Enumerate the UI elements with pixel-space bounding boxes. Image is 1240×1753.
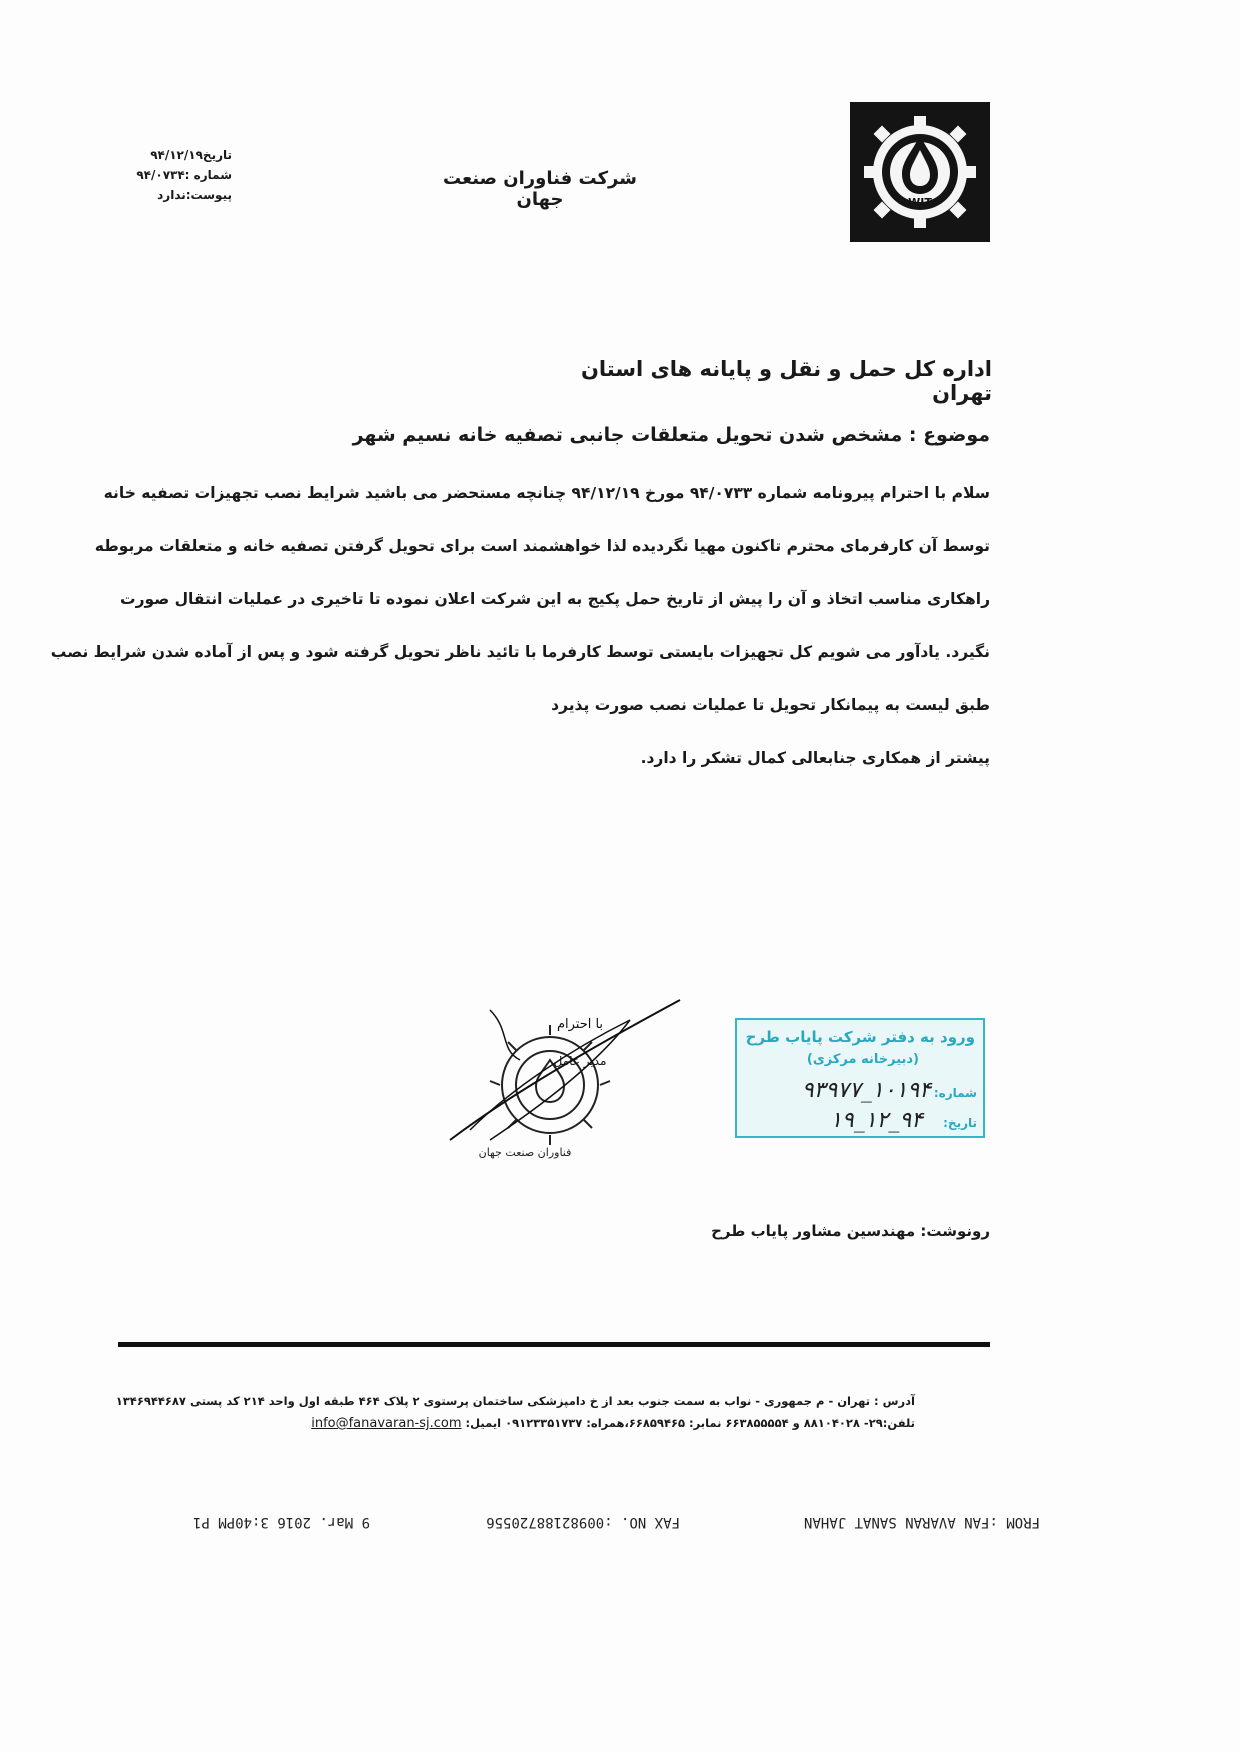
signature-title: مدیر عامل: [553, 1054, 607, 1068]
logo-text: WIT: [908, 196, 932, 209]
body-line: راهکاری مناسب اتخاذ و آن را پیش از تاریخ حمل پکیج به این شرکت اعلان نموده تا تاخیری در عملیات انتقال صورت: [120, 590, 990, 608]
phone-line: تلفن:۲۹- ۸۸۱۰۴۰۲۸ و ۶۶۳۸۵۵۵۵۴ نمابر: ۶۶۸۵۹۴۶۵،همراه: ۰۹۱۲۳۳۵۱۷۳۷ ایمیل:: [465, 1416, 915, 1430]
company-logo: [850, 102, 990, 242]
address-line: آدرس : تهران - م جمهوری - نواب به سمت جنوب بعد از خ دامپزشکی ساختمان پرستوی ۲ پلاک ۴۶۴ طبقه اول واحد ۲۱۴ کد پستی ۱۳۴۶۹۴۴۶۸۷: [115, 1394, 915, 1408]
letter-number: شماره :۹۴/۰۷۳۴: [136, 168, 232, 182]
body-line: طبق لیست به پیمانکار تحویل تا عملیات نصب صورت پذیرد: [551, 696, 990, 714]
footer-address: [115, 1390, 915, 1435]
email-link[interactable]: info@fanavaran-sj.com: [311, 1416, 462, 1431]
subject-line: موضوع : مشخص شدن تحویل متعلقات جانبی تصفیه خانه نسیم شهر: [352, 424, 990, 446]
stamp-subtitle: (دبیرخانه مرکزی): [806, 1052, 919, 1067]
contact-line: [160, 1412, 915, 1435]
recipient: اداره کل حمل و نقل و پایانه های استان تهران: [581, 357, 992, 405]
registration-stamp: [735, 1018, 985, 1138]
stamp-date-value: ۹۴_۱۲_۱۹: [830, 1108, 923, 1133]
letter-date: تاریخ۹۴/۱۲/۱۹: [150, 148, 232, 162]
body-line: توسط آن کارفرمای محترم تاکنون مهیا نگردیده لذا خواهشمند است برای تحویل گرفتن تصفیه خانه و متعلقات مربوطه: [94, 537, 990, 555]
fax-header: [120, 1508, 1040, 1530]
carbon-copy: رونوشت: مهندسین مشاور پایاب طرح: [711, 1222, 990, 1240]
signature-seal: [430, 990, 690, 1170]
stamp-title: ورود به دفتر شرکت پایاب طرح: [745, 1028, 975, 1046]
letter-body: [50, 478, 990, 796]
footer-divider: [118, 1342, 990, 1347]
letter-meta: [120, 145, 232, 205]
company-name: شرکت فناوران صنعت جهان: [443, 168, 637, 210]
body-line: سلام با احترام پیرونامه شماره ۹۴/۰۷۳۳ مورخ ۹۴/۱۲/۱۹ چنانچه مستحضر می باشید شرایط نصب تجهیزات تصفیه خانه: [103, 484, 990, 502]
signature-note: با احترام: [556, 1017, 604, 1032]
stamp-date-label: تاریخ:: [943, 1116, 977, 1130]
fax-datetime: 9 Mar. 2016 3:40PM P1: [192, 1514, 370, 1530]
body-line: نگیرد. یادآور می شویم کل تجهیزات بایستی توسط کارفرما با تائید ناظر تحویل گرفته شود و پس از آماده شدن شرایط نصب: [50, 643, 990, 661]
seal-text: فناوران صنعت جهان: [478, 1146, 572, 1159]
fax-from: FROM :FAN AVARAN SANAT JAHAN: [803, 1514, 1040, 1530]
fax-number: FAX NO. :00982188720556: [486, 1514, 680, 1530]
stamp-number-label: شماره:: [933, 1086, 977, 1100]
letter-attachment: پیوست:ندارد: [157, 188, 232, 202]
stamp-number-value: ۱۰۱۹۴_۹۳۹۷۷: [801, 1078, 931, 1103]
body-line: پیشتر از همکاری جنابعالی کمال تشکر را دارد.: [640, 749, 990, 767]
